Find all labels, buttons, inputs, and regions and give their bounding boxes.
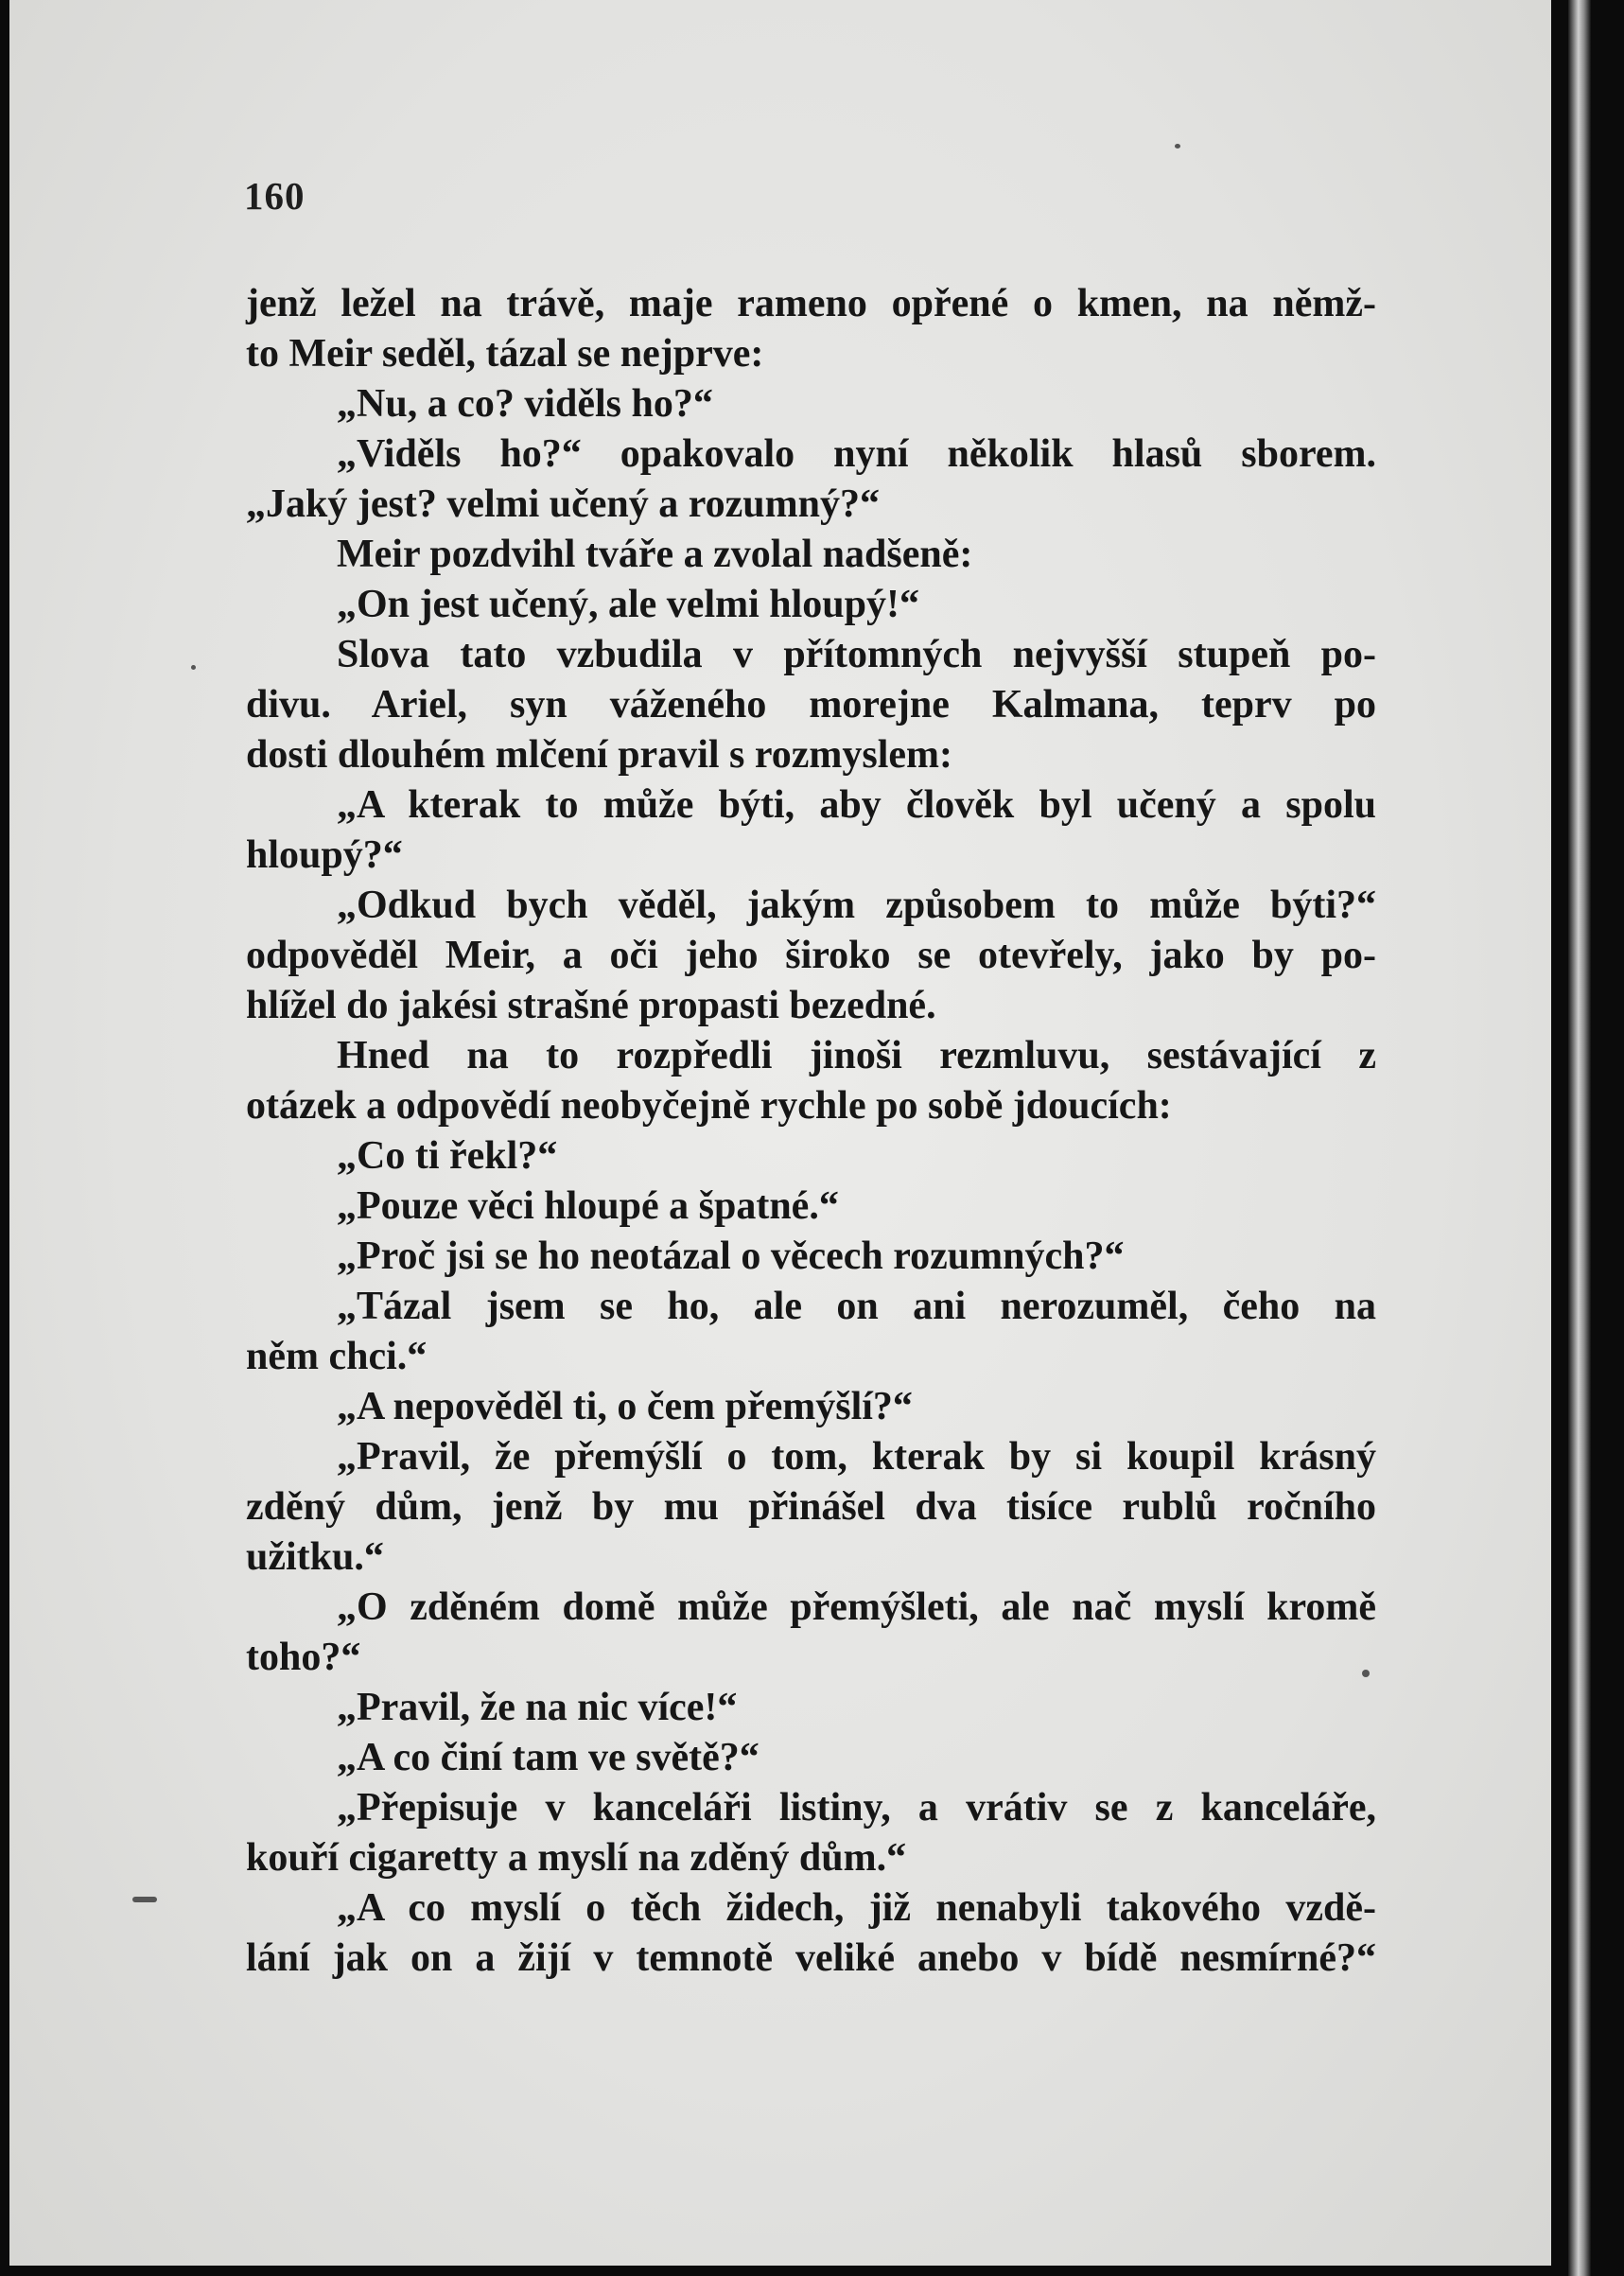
text-line: divu. Ariel, syn váženého morejne Kalmana, teprv po — [246, 683, 1376, 727]
text-line: „Přepisuje v kanceláři listiny, a vrátiv se z kanceláře, — [337, 1786, 1376, 1830]
text-line: toho?“ — [246, 1636, 361, 1679]
text-line: odpověděl Meir, a oči jeho široko se otevřely, jako by po- — [246, 934, 1376, 977]
text-line: zděný dům, jenž by mu přinášel dva tisíce rublů ročního — [246, 1485, 1376, 1529]
text-line: něm chci.“ — [246, 1335, 428, 1378]
text-line: hlížel do jakési strašné propasti bezedné. — [246, 984, 936, 1027]
body-text — [246, 279, 1376, 1984]
text-line: užitku.“ — [246, 1535, 384, 1579]
text-line: „Odkud bych věděl, jakým způsobem to může býti?“ — [337, 884, 1376, 927]
book-spine-edge — [1568, 0, 1591, 2276]
text-line: lání jak on a žijí v temnotě veliké anebo v bídě nesmírné?“ — [246, 1936, 1376, 1980]
text-line: „A nepověděl ti, o čem přemýšlí?“ — [337, 1385, 913, 1428]
text-line: Meir pozdvihl tváře a zvolal nadšeně: — [337, 533, 973, 576]
paper-speck — [191, 665, 196, 670]
text-line: „Proč jsi se ho neotázal o věcech rozumných?“ — [337, 1234, 1125, 1278]
text-line: kouří cigaretty a myslí na zděný dům.“ — [246, 1836, 907, 1880]
text-line: „A co činí tam ve světě?“ — [337, 1736, 760, 1779]
page-number: 160 — [244, 174, 306, 218]
book-page — [9, 0, 1551, 2266]
text-line: „Jaký jest? velmi učený a rozumný?“ — [246, 482, 881, 526]
text-line: dosti dlouhém mlčení pravil s rozmyslem: — [246, 733, 953, 777]
text-line: hloupý?“ — [246, 833, 403, 877]
text-line: „A co myslí o těch židech, již nenabyli takového vzdě- — [337, 1886, 1376, 1930]
text-line: „O zděném domě může přemýšleti, ale nač myslí kromě — [337, 1585, 1376, 1629]
paper-speck — [1362, 1670, 1370, 1677]
text-line: Slova tato vzbudila v přítomných nejvyšší stupeň po- — [337, 633, 1376, 676]
paper-speck — [1175, 144, 1180, 149]
text-line: to Meir seděl, tázal se nejprve: — [246, 332, 764, 376]
text-line: „Tázal jsem se ho, ale on ani nerozuměl, čeho na — [337, 1285, 1376, 1328]
text-line: „Pravil, že na nic více!“ — [337, 1686, 738, 1729]
text-line: „Pouze věci hloupé a špatné.“ — [337, 1184, 839, 1228]
text-line: „On jest učený, ale velmi hloupý!“ — [337, 583, 919, 626]
text-line: „Nu, a co? viděls ho?“ — [337, 382, 713, 426]
text-line: „Pravil, že přemýšlí o tom, kterak by si koupil krásný — [337, 1435, 1376, 1479]
paper-speck — [132, 1897, 157, 1902]
text-line: Hned na to rozpředli jinoši rezmluvu, sestávající z — [337, 1034, 1376, 1077]
text-line: jenž ležel na trávě, maje rameno opřené o kmen, na němž- — [246, 282, 1376, 325]
text-line: otázek a odpovědí neobyčejně rychle po sobě jdoucích: — [246, 1084, 1172, 1128]
text-line: „A kterak to může býti, aby člověk byl učený a spolu — [337, 783, 1376, 827]
text-line: „Co ti řekl?“ — [337, 1134, 558, 1178]
text-line: „Viděls ho?“ opakovalo nyní několik hlasů sborem. — [337, 432, 1376, 476]
